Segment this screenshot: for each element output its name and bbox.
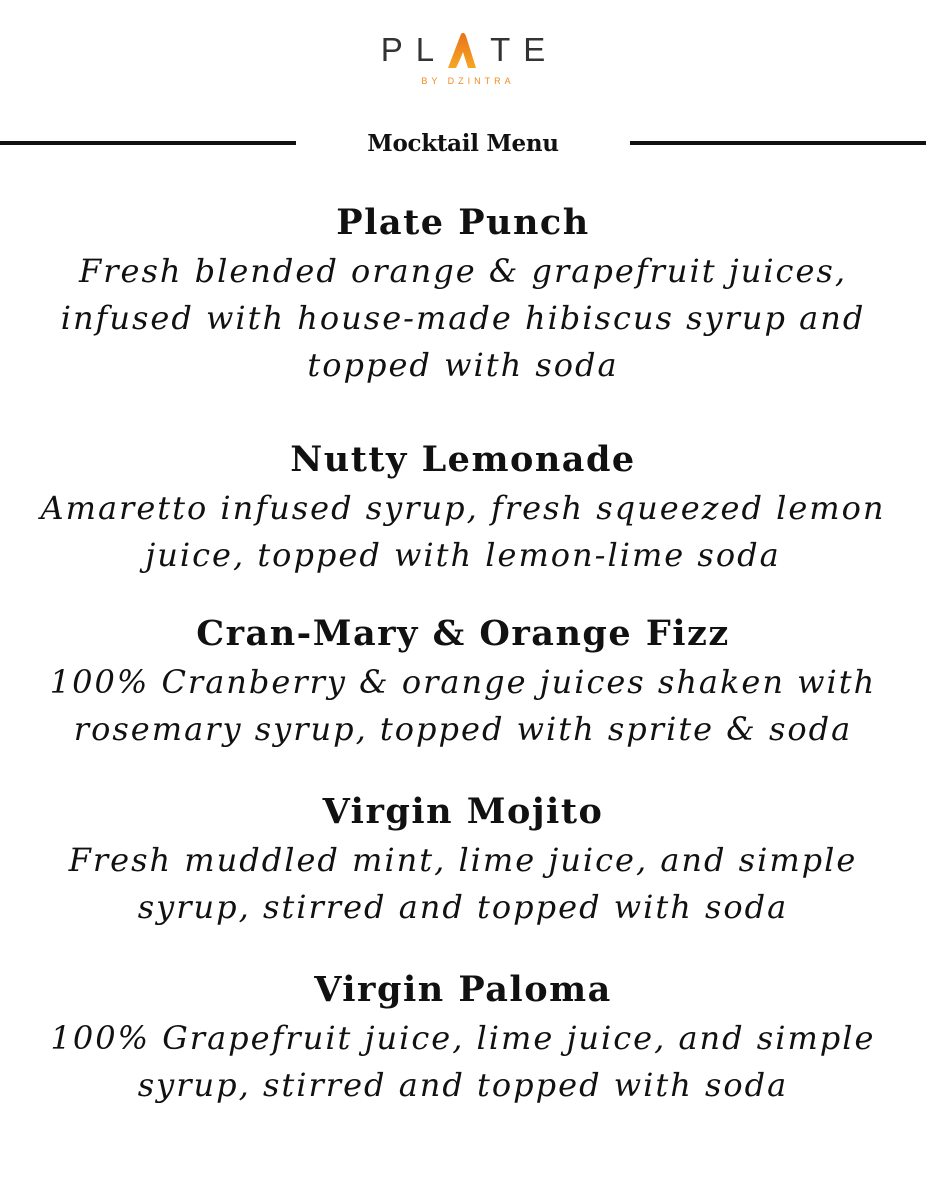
menu-item-name: Cran-Mary & Orange Fizz	[196, 613, 730, 654]
description-line: 100% Grapefruit juice, lime juice, and simple	[50, 1019, 876, 1057]
menu-item-name: Nutty Lemonade	[290, 439, 636, 480]
menu-item-description	[33, 1015, 893, 1109]
divider-right	[630, 141, 926, 145]
menu-header	[0, 128, 926, 160]
logo-text-end: TE	[490, 31, 559, 68]
menu-item	[0, 609, 926, 753]
flame-icon	[447, 32, 477, 68]
brand-logo	[0, 32, 926, 86]
menu-items	[0, 198, 926, 1109]
menu-item	[0, 965, 926, 1109]
menu-item-name: Plate Punch	[336, 202, 590, 243]
description-line: juice, topped with lemon-lime soda	[145, 536, 781, 574]
description-line: rosemary syrup, topped with sprite & soda	[73, 710, 853, 748]
description-line: syrup, stirred and topped with soda	[137, 888, 789, 926]
description-line: Amaretto infused syrup, fresh squeezed lemon	[40, 489, 886, 527]
description-line: Fresh blended orange & grapefruit juices,	[79, 252, 847, 290]
logo-wordmark	[368, 32, 559, 68]
menu-item	[0, 435, 926, 579]
menu-item-name: Virgin Mojito	[322, 791, 604, 832]
description-line: Fresh muddled mint, lime juice, and simple	[68, 841, 858, 879]
description-line: syrup, stirred and topped with soda	[137, 1066, 789, 1104]
description-line: topped with soda	[307, 346, 619, 384]
logo-text-start: PL	[380, 31, 448, 68]
menu-item-description	[33, 485, 893, 579]
divider-left	[0, 141, 296, 145]
menu-title: Mocktail Menu	[367, 130, 559, 157]
menu-item-description	[33, 659, 893, 753]
menu-item	[0, 198, 926, 389]
description-line: 100% Cranberry & orange juices shaken with	[49, 663, 877, 701]
menu-item-name: Virgin Paloma	[314, 969, 612, 1010]
menu-item	[0, 787, 926, 931]
menu-item-description	[33, 837, 893, 931]
logo-subtitle: BY DZINTRA	[421, 76, 515, 86]
description-line: infused with house-made hibiscus syrup and	[60, 299, 866, 337]
menu-item-description	[33, 248, 893, 389]
